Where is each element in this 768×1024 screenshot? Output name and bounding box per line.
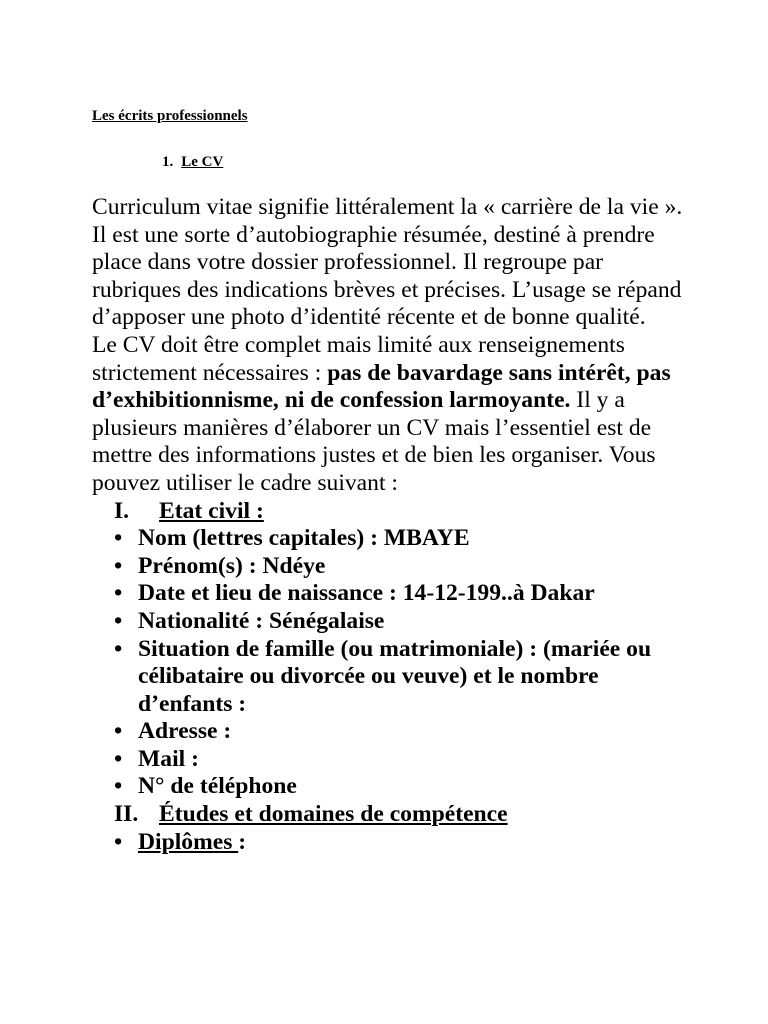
list-item: • Adresse :: [114, 718, 232, 745]
outline-title: Études et domaines de compétence: [159, 801, 508, 828]
etat-civil-list: [92, 525, 692, 801]
list-item: • Mail :: [114, 745, 199, 772]
bullet-icon: •: [114, 745, 123, 772]
outline-title: Etat civil :: [159, 497, 264, 524]
section-heading: [162, 154, 223, 171]
outline-heading-etudes: [92, 801, 692, 829]
bullet-icon: •: [114, 552, 123, 579]
list-item: • Nom (lettres capitales) : MBAYE: [114, 525, 470, 552]
bullet-icon: •: [114, 580, 123, 607]
bullet-icon: •: [114, 773, 123, 800]
bullet-icon: •: [114, 828, 123, 855]
outline-numeral: II.: [114, 801, 139, 828]
bullet-icon: •: [114, 525, 123, 552]
cv-guidance-paragraph: [92, 332, 692, 498]
list-item: • Situation de famille (ou matrimoniale) : (mariée ou célibataire ou divorcée ou veuve) et le nombre d’enfants :: [114, 635, 652, 717]
bullet-icon: •: [114, 718, 123, 745]
list-item: • Diplômes :: [114, 828, 247, 855]
list-item: • Prénom(s) : Ndéye: [114, 552, 326, 579]
document-body: [92, 194, 692, 856]
paragraph-emphasis: pas de bavardage sans intérêt, pas d’exhibitionnisme, ni de confession larmoyante.: [92, 359, 671, 414]
outline-heading-etat-civil: [92, 498, 692, 526]
section-label: Le CV: [181, 154, 224, 170]
paragraph-text: Le CV doit être complet mais limité aux renseignements strictement nécessaires :: [92, 331, 625, 386]
bullet-icon: •: [114, 635, 123, 662]
intro-paragraph: Curriculum vitae signifie littéralement la « carrière de la vie ». Il est une sorte d’autobiographie résumée, destiné à prendre place dans votre dossier professionnel. Il regroupe par rubriques des indications brèves et précises. L’usage se répand d’apposer une photo d’identité récente et de bonne qualité.: [92, 194, 683, 331]
list-item: • Date et lieu de naissance : 14-12-199..à Dakar: [114, 580, 595, 607]
list-item: • N° de téléphone: [114, 773, 297, 800]
document-title: Les écrits professionnels: [92, 108, 248, 124]
list-item: • Nationalité : Sénégalaise: [114, 607, 385, 634]
etudes-list: [92, 829, 692, 857]
section-number: 1.: [162, 154, 174, 170]
bullet-icon: •: [114, 607, 123, 634]
paragraph-text: Il y a plusieurs manières d’élaborer un CV mais l’essentiel est de mettre des informations justes et de bien les organiser. Vous pouvez utiliser le cadre suivant :: [92, 387, 656, 496]
outline-numeral: I.: [114, 497, 130, 524]
